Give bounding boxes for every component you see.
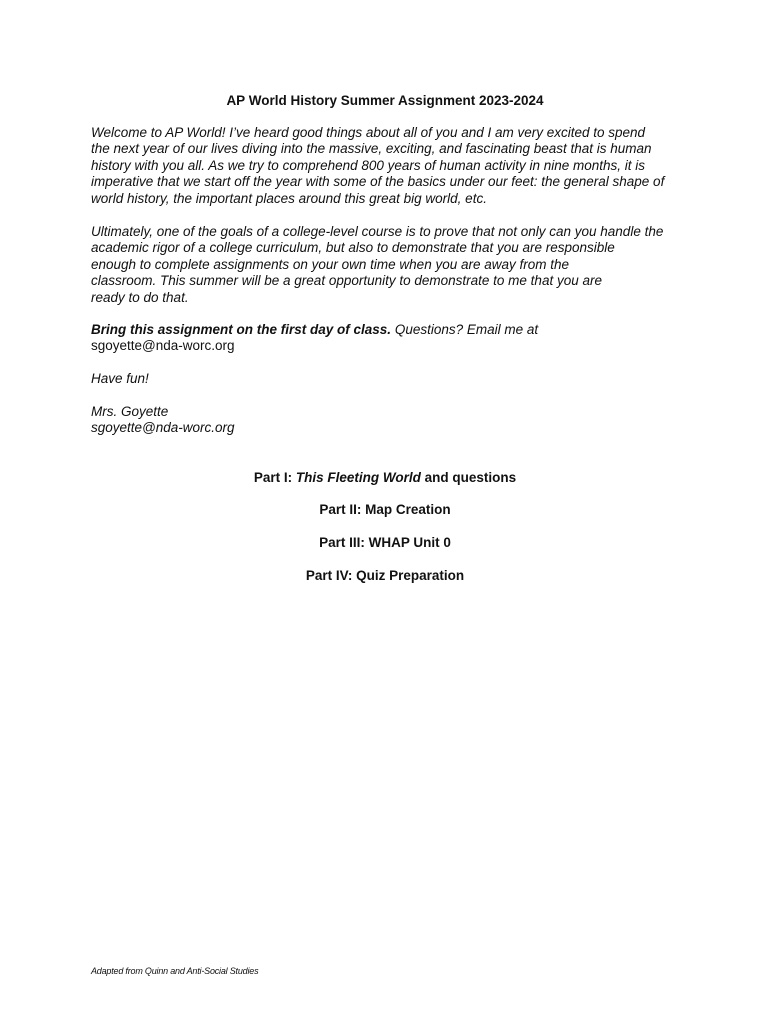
part-two-heading: Part II: Map Creation [319, 502, 451, 517]
part-one-suffix: and questions [420, 470, 517, 485]
goals-line: enough to complete assignments on your own time when you are away from the [91, 256, 570, 272]
part-four-heading: Part IV: Quiz Preparation [305, 568, 465, 583]
signature-name: Mrs. Goyette [91, 404, 169, 419]
closing-text: Have fun! [91, 371, 149, 386]
intro-line: history with you all. As we try to comprehend 800 years of human activity in nine months, it is [91, 157, 646, 173]
document-title: AP World History Summer Assignment 2023-2024 [226, 93, 544, 108]
goals-paragraph [91, 224, 691, 306]
intro-line: imperative that we start off the year with some of the basics under our feet: the general shape of [91, 174, 665, 190]
part-one-heading [0, 470, 770, 485]
instruction-bold-text: Bring this assignment on the first day of class. [91, 322, 392, 337]
instruction-question-text: Questions? Email me at [391, 322, 539, 337]
footer-credit: Adapted from Quinn and Anti-Social Studies [91, 966, 259, 976]
goals-line: Ultimately, one of the goals of a college-level course is to prove that not only can you handle the [91, 224, 664, 239]
instruction-paragraph [91, 322, 691, 355]
intro-line: Welcome to AP World! I’ve heard good things about all of you and I am very excited to spend [91, 125, 646, 140]
intro-line: world history, the important places around this great big world, etc. [91, 190, 487, 206]
goals-line: ready to do that. [91, 289, 189, 305]
signature-email-link[interactable]: sgoyette@nda-worc.org [91, 420, 235, 436]
goals-line: classroom. This summer will be a great opportunity to demonstrate to me that you are [91, 273, 602, 289]
part-one-prefix: Part I: [253, 470, 296, 485]
instruction-email-link[interactable]: sgoyette@nda-worc.org [91, 338, 235, 354]
signature-block [91, 404, 691, 437]
part-three-heading: Part III: WHAP Unit 0 [319, 535, 451, 550]
intro-paragraph [91, 125, 691, 207]
intro-line: the next year of our lives diving into the massive, exciting, and fascinating beast that is human [91, 141, 652, 157]
goals-line: academic rigor of a college curriculum, but also to demonstrate that you are responsible [91, 240, 615, 256]
instruction-line [91, 322, 691, 338]
part-one-book-title: This Fleeting World [295, 470, 421, 485]
